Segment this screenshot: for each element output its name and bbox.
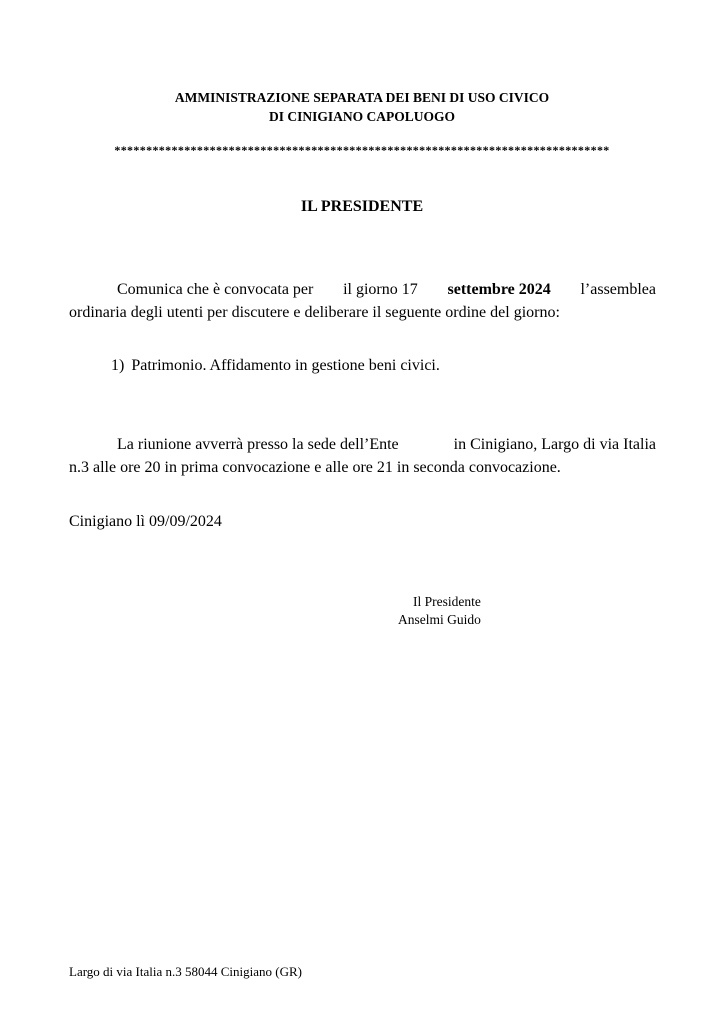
meeting-paragraph (69, 433, 656, 479)
intro-text-2: il giorno 17 (343, 281, 418, 298)
meeting-text-2: in Cinigiano, Largo di via Italia (453, 436, 656, 453)
letterhead-line-1: AMMINISTRAZIONE SEPARATA DEI BENI DI USO CIVICO (174, 90, 550, 105)
intro-line-2 (69, 301, 656, 324)
signature-name: Anselmi Guido (398, 612, 481, 627)
asterisk-separator: ****************************************************************************** (114, 143, 610, 157)
intro-text-4: ordinaria degli utenti per discutere e deliberare il seguente ordine del giorno: (69, 304, 560, 321)
meeting-date: settembre 2024 (447, 281, 551, 298)
intro-line-1 (69, 278, 656, 301)
place-and-date: Cinigiano lì 09/09/2024 (69, 513, 222, 530)
agenda-item-text: Patrimonio. Affidamento in gestione beni civici. (131, 357, 440, 374)
agenda-item-number: 1) (111, 357, 125, 374)
meeting-line-1 (69, 433, 656, 456)
agenda-item (111, 357, 440, 375)
intro-paragraph (69, 278, 656, 324)
signature-role: Il Presidente (413, 594, 481, 609)
signature-block (398, 593, 481, 629)
meeting-line-2 (69, 456, 656, 479)
footer-address: Largo di via Italia n.3 58044 Cinigiano (GR) (69, 964, 302, 979)
document-title: IL PRESIDENTE (300, 198, 424, 215)
intro-text-1: Comunica che è convocata per (117, 281, 314, 298)
meeting-text-3: n.3 alle ore 20 in prima convocazione e alle ore 21 in seconda convocazione. (69, 459, 561, 476)
letterhead (0, 88, 724, 126)
intro-text-3: l’assemblea (580, 281, 656, 298)
letterhead-line-2: DI CINIGIANO CAPOLUOGO (268, 109, 455, 124)
meeting-text-1: La riunione avverrà presso la sede dell’Ente (117, 436, 399, 453)
